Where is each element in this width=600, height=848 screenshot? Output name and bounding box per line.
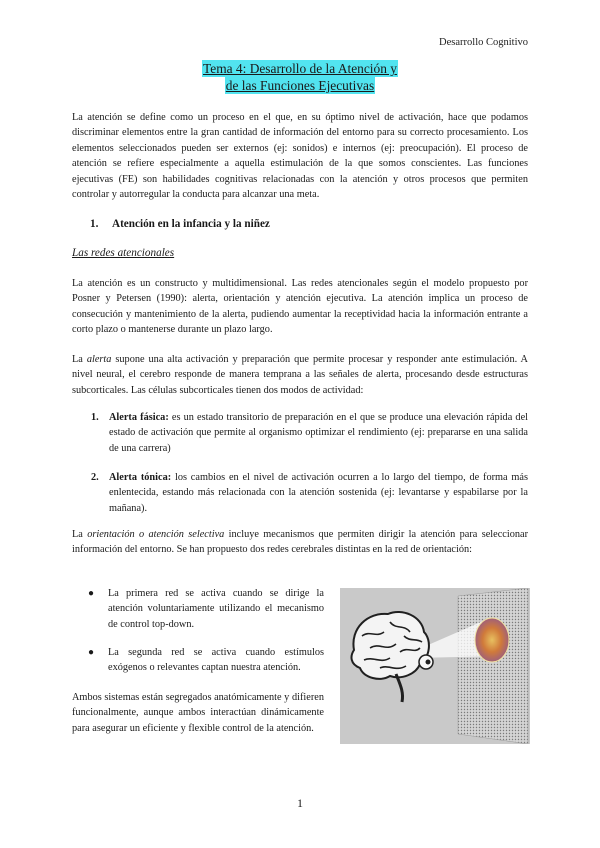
page-title [0, 60, 600, 94]
bullet-icon: ● [88, 647, 95, 658]
paragraph-orientacion [72, 527, 528, 558]
running-header: Desarrollo Cognitivo [439, 37, 528, 48]
title-line-2: de las Funciones Ejecutivas [225, 78, 375, 93]
title-line-1: Tema 4: Desarrollo de la Atención y [203, 61, 397, 76]
section-title: Atención en la infancia y la niñez [112, 218, 270, 230]
paragraph-redes: La atención es un constructo y multidimensional. Las redes atencionales según el modelo propuesto por Posner y Petersen (1990): alerta, orientación y atención ejecutiva. La atención implica un proceso de consecución y mantenimiento de la alerta, pudiendo aumentar la receptividad hacia la información entrante a corto plazo o mantenerse durante un plazo largo. [72, 278, 528, 336]
alert-type-item [91, 470, 528, 516]
alert-type-term: Alerta tónica: [109, 472, 172, 483]
alerta-lead: La [72, 354, 87, 365]
bullet-item [88, 586, 324, 632]
section-number: 1. [90, 218, 99, 230]
alert-type-item [91, 410, 528, 456]
paragraph-ambos: Ambos sistemas están segregados anatómicamente y difieren funcionalmente, aunque ambos interactúan dinámicamente para asegurar un eficiente y flexible control de la atención. [72, 692, 324, 734]
orientacion-lead: La [72, 529, 88, 540]
brain-attention-illustration [340, 588, 530, 744]
orientacion-term: orientación o atención selectiva [87, 529, 225, 540]
alert-type-term: Alerta fásica: [109, 412, 169, 423]
bullet-icon: ● [88, 588, 95, 599]
intro-paragraph: La atención se define como un proceso en el que, en su óptimo nivel de activación, hace que podamos discriminar elementos entre la gran cantidad de información del entorno para su correcto procesamiento. Los elementos seleccionados pueden ser externos (ej: sonidos) e internos (ej: preocupación). El proceso de atención se refiere especialmente a aquella estimulación de la que somos conscientes. Las funciones ejecutivas (FE) son habilidades cognitivas relacionadas con la atención y otros procesos que permiten controlar y autorregular la conducta para alcanzar una meta. [72, 112, 528, 201]
alert-type-number: 2. [91, 472, 99, 483]
section-heading [90, 218, 270, 230]
bullet-item [88, 645, 324, 676]
alerta-rest: supone una alta activación y preparación que permite procesar y responder ante estimulación. A nivel neural, el cerebro responde de manera temprana a las señales de alerta, procesando desde estructuras subcorticales. Las células subcorticales tienen dos modos de actividad: [72, 354, 528, 396]
subsection-heading: Las redes atencionales [72, 247, 175, 259]
alert-type-text: es un estado transitorio de preparación en el que se produce una elevación rápida del estado de activación que permite al organismo optimizar el rendimiento (ej: prepararse en una salida de una carrera) [109, 412, 528, 454]
paragraph-alerta [72, 352, 528, 398]
page-number: 1 [297, 796, 303, 810]
orientacion-rest: incluye mecanismos que permiten dirigir la atención para seleccionar información del entorno. Se han propuesto dos redes cerebrales distintas en la red de orientación: [72, 529, 529, 556]
bullet-text: La primera red se activa cuando se dirige la atención voluntariamente utilizando el mecanismo de control top-down. [108, 588, 324, 630]
brain-attention-figure [340, 588, 530, 744]
alert-type-number: 1. [91, 412, 99, 423]
alert-type-text: los cambios en el nivel de activación ocurren a lo largo del tiempo, de forma más enlentecida, estando más relacionada con la atención sostenida (ej: levantarse y espabilarse por la mañana). [109, 472, 529, 514]
bullet-text: La segunda red se activa cuando estímulos exógenos o relevantes captan nuestra atención. [108, 647, 324, 674]
alerta-term: alerta [86, 354, 112, 365]
